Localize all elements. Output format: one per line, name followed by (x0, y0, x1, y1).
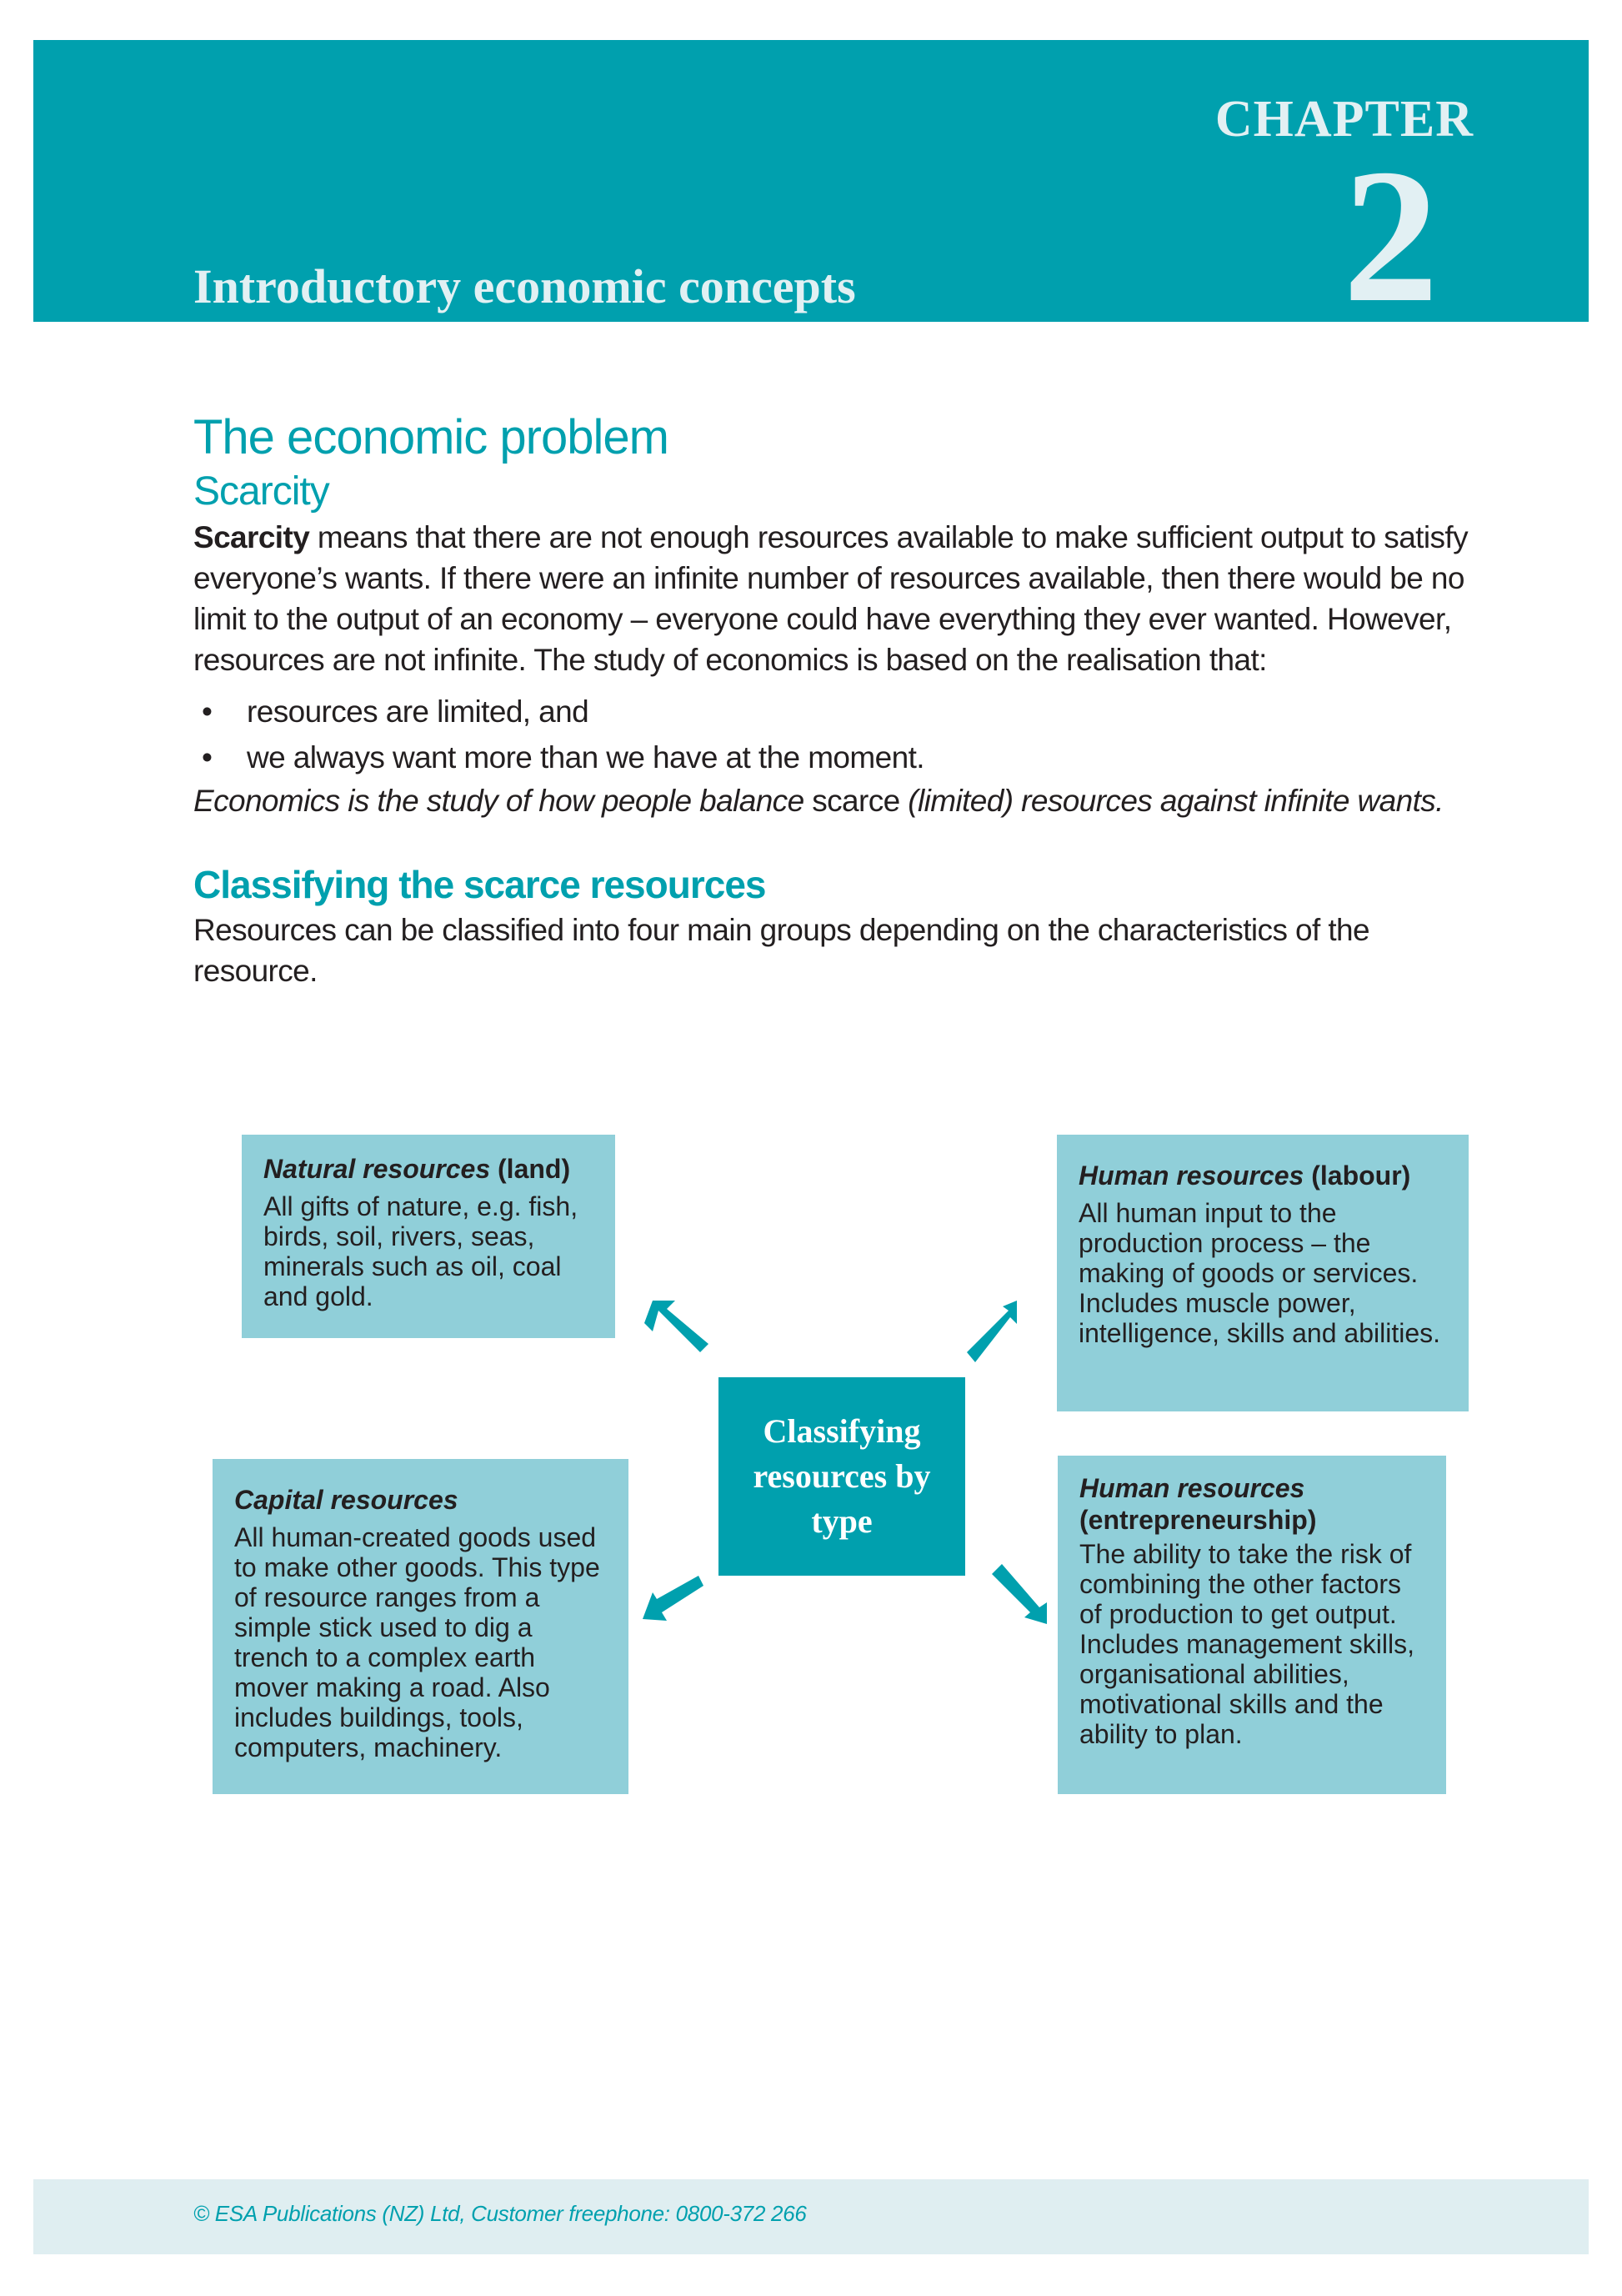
classifying-center-label: Classifying resources by type (753, 1412, 931, 1540)
labour-resources-title-suffix: (labour) (1304, 1161, 1411, 1191)
bullet-icon: • (202, 740, 213, 775)
capital-resources-box (213, 1459, 628, 1794)
arrow-to-labour-icon (967, 1301, 1017, 1362)
chapter-label: CHAPTER (1214, 91, 1474, 148)
entrepreneurship-resources-title (1079, 1472, 1428, 1536)
page-footer (33, 2179, 1589, 2254)
arrow-to-capital-icon (643, 1576, 703, 1621)
classifying-intro: Resources can be classified into four main groups depending on the characteristics of the resource. (193, 913, 1369, 988)
scarcity-term: Scarcity (193, 520, 310, 554)
capital-resources-text: All human-created goods used to make other goods. This type of resource ranges from a simple stick used to dig a trench to a complex earth mover making a road. Also includes buildings, tools, computers, machinery. (234, 1522, 600, 1762)
labour-resources-text: All human input to the production process – the making of goods or services. Includes muscle power, intelligence, skills and abilities. (1079, 1198, 1440, 1348)
arrow-to-entrepreneurship-icon (992, 1564, 1047, 1624)
section-title: The economic problem (193, 410, 668, 464)
entrepreneurship-resources-box (1058, 1456, 1446, 1794)
footer-copyright: © ESA Publications (NZ) Ltd, Customer freephone: 0800-372 266 (193, 2201, 807, 2226)
labour-resources-title (1079, 1160, 1450, 1191)
natural-resources-box (242, 1135, 615, 1338)
bullet-text: we always want more than we have at the moment. (247, 740, 924, 775)
arrow-to-natural-icon (644, 1301, 708, 1352)
definition-text-end: (limited) resources against infinite wants. (899, 784, 1444, 818)
natural-resources-title (263, 1153, 597, 1185)
natural-resources-title-suffix: (land) (490, 1154, 571, 1184)
scarcity-heading: Scarcity (193, 469, 329, 514)
capital-resources-title-italic: Capital resources (234, 1485, 458, 1515)
capital-resources-title (234, 1484, 610, 1516)
labour-resources-box (1057, 1135, 1469, 1411)
scarcity-paragraph-text: means that there are not enough resources available to make sufficient output to satisfy everyone’s wants. If there were an infinite number of resources available, then there would be no limit to the output of an economy – everyone could have everything they ever wanted. However, resources are not infinite. The study of economics is based on the realisation that: (193, 520, 1468, 677)
classifying-center-box (718, 1377, 965, 1576)
natural-resources-title-italic: Natural resources (263, 1154, 491, 1184)
chapter-number: 2 (1343, 129, 1439, 342)
bullet-icon: • (202, 694, 213, 729)
entrepreneurship-resources-title-italic: Human resources (1079, 1473, 1305, 1503)
labour-resources-title-italic: Human resources (1079, 1161, 1304, 1191)
chapter-title: Introductory economic concepts (193, 259, 856, 313)
entrepreneurship-resources-title-suffix: (entrepreneurship) (1079, 1505, 1317, 1535)
classifying-heading: Classifying the scarce resources (193, 863, 766, 906)
definition-text-start: Economics is the study of how people balance (193, 784, 813, 818)
bullet-text: resources are limited, and (247, 694, 589, 729)
natural-resources-text: All gifts of nature, e.g. fish, birds, soil, rivers, seas, minerals such as oil, coal and gold. (263, 1191, 578, 1311)
definition-scarce-term: scarce (812, 784, 900, 818)
entrepreneurship-resources-text: The ability to take the risk of combining the other factors of production to get output. Includes management skills, organisational abilities, motivational skills and the ability to plan. (1079, 1539, 1414, 1749)
